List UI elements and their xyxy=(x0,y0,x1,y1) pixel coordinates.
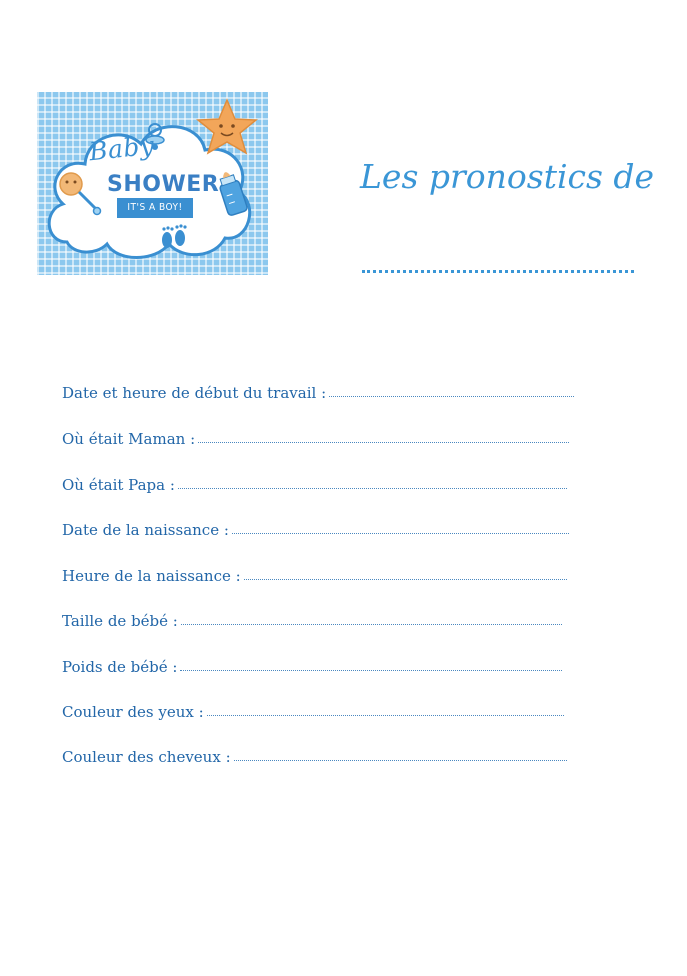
field-label: Où était Papa : xyxy=(62,476,175,494)
page-title: Les pronostics de xyxy=(360,157,655,196)
field-baby-weight[interactable] xyxy=(62,652,562,676)
name-fill-line[interactable] xyxy=(362,262,634,273)
field-label: Taille de bébé : xyxy=(62,612,178,630)
field-label: Couleur des cheveux : xyxy=(62,748,231,766)
field-label: Date et heure de début du travail : xyxy=(62,384,327,402)
field-fill-line[interactable] xyxy=(232,533,569,534)
field-eye-color[interactable] xyxy=(62,697,564,721)
logo-ribbon: IT'S A BOY! xyxy=(117,198,193,218)
field-fill-line[interactable] xyxy=(234,760,567,761)
logo-script-text: Baby xyxy=(87,130,156,167)
field-fill-line[interactable] xyxy=(198,442,569,443)
logo-shower-text: SHOWER xyxy=(107,172,220,197)
field-birth-time[interactable] xyxy=(62,561,567,585)
field-labor-start[interactable] xyxy=(62,378,574,402)
baby-shower-logo xyxy=(37,92,268,275)
field-label: Date de la naissance : xyxy=(62,521,229,539)
field-baby-height[interactable] xyxy=(62,606,562,630)
field-hair-color[interactable] xyxy=(62,742,567,766)
field-fill-line[interactable] xyxy=(178,488,567,489)
field-fill-line[interactable] xyxy=(180,670,562,671)
field-mother-location[interactable] xyxy=(62,424,569,448)
field-birth-date[interactable] xyxy=(62,515,569,539)
field-father-location[interactable] xyxy=(62,470,567,494)
field-fill-line[interactable] xyxy=(181,624,562,625)
field-fill-line[interactable] xyxy=(329,396,574,397)
field-label: Poids de bébé : xyxy=(62,658,178,676)
field-fill-line[interactable] xyxy=(207,715,564,716)
field-fill-line[interactable] xyxy=(244,579,567,580)
field-label: Heure de la naissance : xyxy=(62,567,241,585)
field-label: Couleur des yeux : xyxy=(62,703,204,721)
field-label: Où était Maman : xyxy=(62,430,196,448)
star-icon xyxy=(198,100,256,153)
